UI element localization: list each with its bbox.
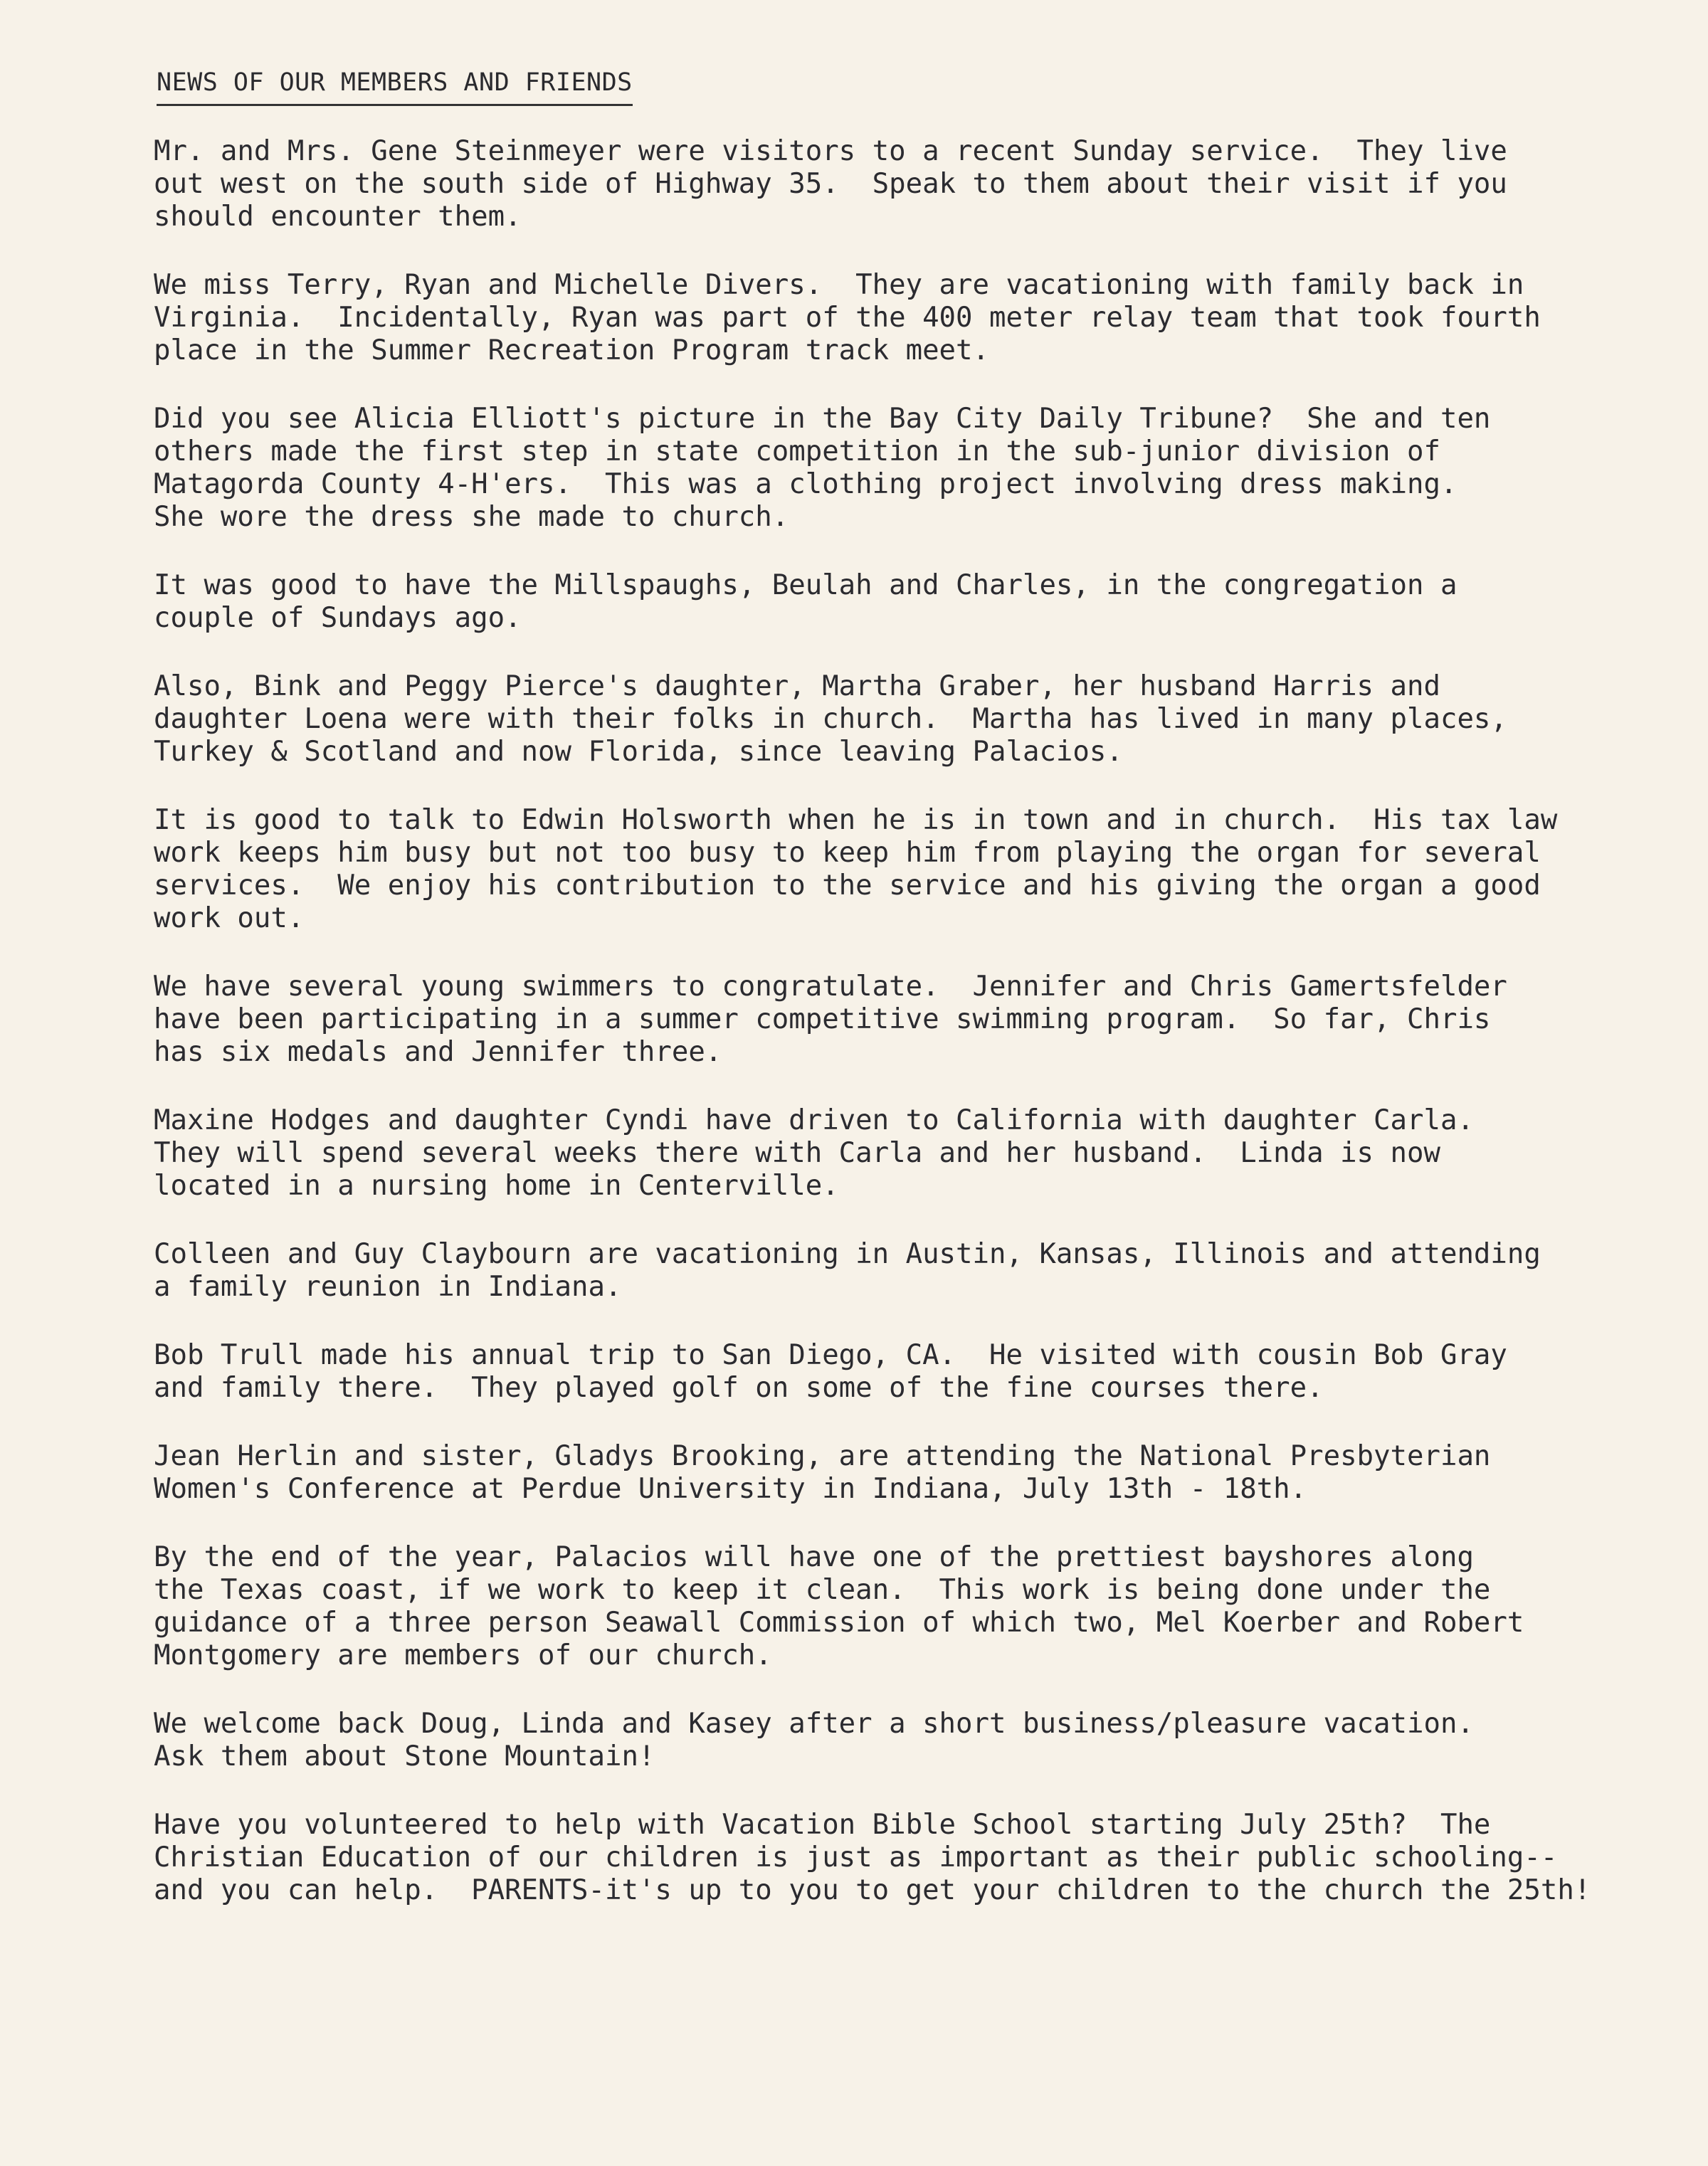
paragraph-line: daughter Loena were with their folks in church. Martha has lived in many places, — [154, 703, 1507, 735]
paragraph-line: It was good to have the Millspaughs, Beulah and Charles, in the congregation a — [154, 569, 1457, 601]
paragraph-line: and family there. They played golf on some of the fine courses there. — [154, 1372, 1324, 1404]
paragraph-line: Mr. and Mrs. Gene Steinmeyer were visitors to a recent Sunday service. They live — [154, 135, 1507, 167]
section-heading: NEWS OF OUR MEMBERS AND FRIENDS — [157, 68, 633, 106]
paragraph-line: We miss Terry, Ryan and Michelle Divers. They are vacationing with family back in — [154, 269, 1524, 301]
news-paragraph-elliott — [154, 403, 1641, 534]
paragraph-line: Also, Bink and Peggy Pierce's daughter, Martha Graber, her husband Harris and — [154, 670, 1440, 702]
paragraph-line: work keeps him busy but not too busy to keep him from playing the organ for several — [154, 837, 1541, 869]
paragraph-line: Virginia. Incidentally, Ryan was part of the 400 meter relay team that took fourth — [154, 302, 1541, 334]
paragraph-line: Have you volunteered to help with Vacation Bible School starting July 25th? The — [154, 1809, 1491, 1841]
news-paragraph-vbs — [154, 1809, 1641, 1907]
paragraph-line: We have several young swimmers to congratulate. Jennifer and Chris Gamertsfelder — [154, 971, 1507, 1003]
news-paragraph-holsworth — [154, 804, 1641, 935]
news-paragraph-claybourn — [154, 1238, 1641, 1304]
paragraph-line: Turkey & Scotland and now Florida, since leaving Palacios. — [154, 736, 1123, 768]
paragraph-line: work out. — [154, 902, 305, 934]
paragraph-line: We welcome back Doug, Linda and Kasey after a short business/pleasure vacation. — [154, 1708, 1474, 1740]
paragraph-line: a family reunion in Indiana. — [154, 1271, 622, 1303]
paragraph-line: She wore the dress she made to church. — [154, 501, 789, 533]
paragraph-line: Did you see Alicia Elliott's picture in the Bay City Daily Tribune? She and ten — [154, 403, 1491, 435]
news-paragraph-millspaughs — [154, 569, 1641, 635]
paragraph-line: Colleen and Guy Claybourn are vacationing in Austin, Kansas, Illinois and attending — [154, 1238, 1541, 1270]
news-body — [154, 135, 1641, 1943]
paragraph-line: services. We enjoy his contribution to the service and his giving the organ a good — [154, 870, 1541, 902]
paragraph-line: located in a nursing home in Centerville. — [154, 1170, 839, 1202]
paragraph-line: the Texas coast, if we work to keep it clean. This work is being done under the — [154, 1574, 1491, 1606]
paragraph-line: guidance of a three person Seawall Commission of which two, Mel Koerber and Robert — [154, 1607, 1524, 1639]
paragraph-line: Christian Education of our children is just as important as their public schooling-- — [154, 1842, 1558, 1874]
paragraph-line: have been participating in a summer competitive swimming program. So far, Chris — [154, 1003, 1491, 1035]
paragraph-line: Women's Conference at Perdue University in Indiana, July 13th - 18th. — [154, 1473, 1307, 1505]
paragraph-line: Matagorda County 4-H'ers. This was a clothing project involving dress making. — [154, 468, 1457, 500]
paragraph-line: and you can help. PARENTS-it's up to you to get your children to the church the 25th! — [154, 1874, 1591, 1906]
paragraph-line: Bob Trull made his annual trip to San Diego, CA. He visited with cousin Bob Gray — [154, 1339, 1507, 1371]
news-paragraph-swimmers — [154, 971, 1641, 1069]
news-paragraph-seawall — [154, 1541, 1641, 1672]
paragraph-line: place in the Summer Recreation Program track meet. — [154, 334, 989, 366]
paragraph-line: has six medals and Jennifer three. — [154, 1036, 722, 1068]
news-paragraph-hodges — [154, 1104, 1641, 1203]
paragraph-line: couple of Sundays ago. — [154, 602, 522, 634]
news-paragraph-steinmeyer — [154, 135, 1641, 233]
paragraph-line: out west on the south side of Highway 35. Speak to them about their visit if you — [154, 168, 1507, 200]
paragraph-line: It is good to talk to Edwin Holsworth when he is in town and in church. His tax law — [154, 804, 1558, 836]
paragraph-line: They will spend several weeks there with Carla and her husband. Linda is now — [154, 1137, 1440, 1169]
paragraph-line: Montgomery are members of our church. — [154, 1639, 772, 1671]
paragraph-line: Jean Herlin and sister, Gladys Brooking, are attending the National Presbyterian — [154, 1440, 1491, 1472]
news-paragraph-herlin — [154, 1440, 1641, 1506]
news-paragraph-welcome-back — [154, 1708, 1641, 1773]
paragraph-line: Ask them about Stone Mountain! — [154, 1740, 655, 1773]
paragraph-line: By the end of the year, Palacios will have one of the prettiest bayshores along — [154, 1541, 1474, 1573]
news-paragraph-pierce — [154, 670, 1641, 768]
news-paragraph-divers — [154, 269, 1641, 367]
paragraph-line: others made the first step in state competition in the sub-junior division of — [154, 435, 1440, 467]
news-paragraph-trull — [154, 1339, 1641, 1405]
paragraph-line: Maxine Hodges and daughter Cyndi have driven to California with daughter Carla. — [154, 1104, 1474, 1136]
paragraph-line: should encounter them. — [154, 201, 522, 233]
